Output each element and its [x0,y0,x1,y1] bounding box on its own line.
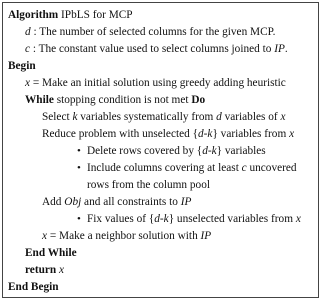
fix-x-var: x [295,213,301,225]
select-d-var: d [216,111,222,123]
fix-values-line [87,212,301,226]
neighbor-text: = Make a neighbor solution with [47,230,201,242]
algorithm-box [2,2,319,298]
include-text-1: Include columns covering at least [87,162,242,174]
initial-solution-text: = Make an initial solution using greedy adding heuristic [30,77,286,89]
return-keyword: return [25,264,57,276]
param-c-line [25,42,288,56]
add-ip-var: IP [180,196,192,208]
reduce-dk-var: d-k [198,128,213,140]
param-c-text: : The constant value used to select columns joined to [30,43,275,55]
add-obj-var: Obj [64,196,82,208]
initial-solution-line [25,76,286,90]
include-columns-line-2: rows from the column pool [87,179,210,191]
param-d-text: : The number of selected columns for the given MCP. [30,26,276,38]
select-line [42,110,285,124]
param-c-var: c [25,43,31,55]
include-c-var: c [241,162,247,174]
add-obj-line [42,195,191,209]
initial-x-var: x [25,77,31,89]
add-text-2: and all constraints to [81,196,181,208]
while-line [25,93,205,107]
algorithm-keyword: Algorithm [8,9,59,21]
select-k-var: k [72,111,78,123]
include-text-2: uncovered [246,162,297,174]
param-d-var: d [25,26,31,38]
select-x-var: x [280,111,286,123]
neighbor-line [42,229,211,243]
algorithm-name: IPbLS for MCP [61,9,133,21]
return-line [25,263,64,277]
reduce-text-2: } variables from [212,128,290,140]
algorithm-header [8,8,133,22]
select-text-3: variables of [221,111,281,123]
end-while-keyword: End While [25,247,77,259]
reduce-x-var: x [289,128,295,140]
param-d-line [25,25,275,39]
return-x-var: x [59,264,65,276]
param-c-ip: IP [274,43,285,55]
select-text-2: variables systematically from [77,111,217,123]
while-condition: stopping condition is not met [53,94,192,106]
end-begin-keyword: End Begin [8,281,59,293]
bullet-icon: • [77,145,81,157]
neighbor-ip-var: IP [200,230,212,242]
param-c-period: . [284,43,288,55]
delete-text-2: } variables [216,145,266,157]
while-keyword: While [25,94,54,106]
fix-text-1: Fix values of { [87,213,155,225]
fix-dk-var: d-k [154,213,169,225]
neighbor-x-var: x [42,230,48,242]
select-text-1: Select [42,111,73,123]
begin-keyword: Begin [8,60,36,72]
fix-text-2: } unselected variables from [168,213,296,225]
delete-text-1: Delete rows covered by { [87,145,203,157]
reduce-text-1: Reduce problem with unselected { [42,128,198,140]
do-keyword: Do [191,94,206,106]
add-text-1: Add [42,196,65,208]
include-columns-line [87,161,297,175]
bullet-icon: • [77,213,81,225]
delete-dk-var: d-k [202,145,217,157]
delete-rows-line [87,144,266,158]
bullet-icon: • [77,162,81,174]
reduce-line [42,127,294,141]
